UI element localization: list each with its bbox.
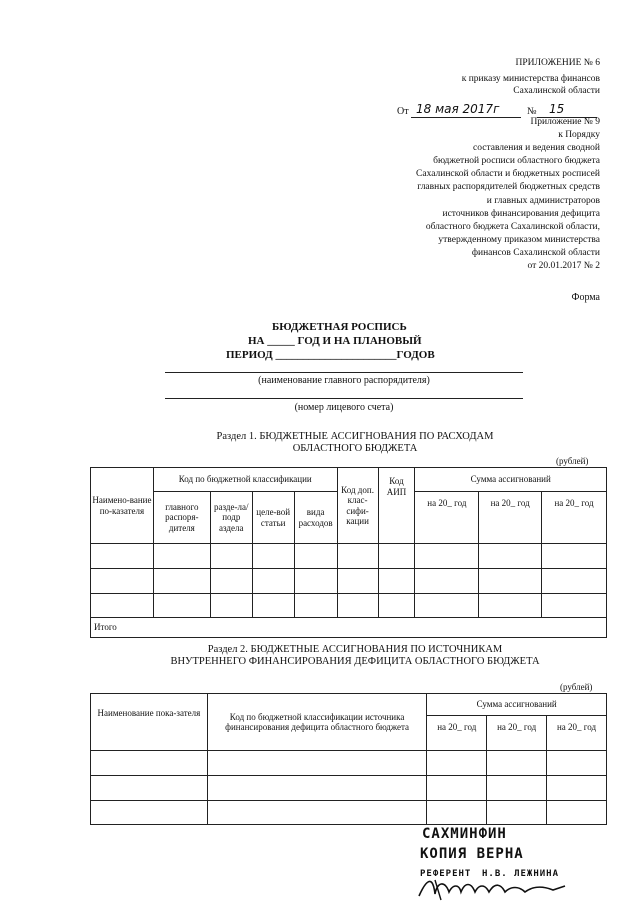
table-row xyxy=(91,594,607,618)
s1-header-year3: на 20_ год xyxy=(542,492,607,544)
attachment-line: Сахалинской области и бюджетных росписей xyxy=(416,169,600,180)
region-line: Сахалинской области xyxy=(513,86,600,96)
s2-header-code: Код по бюджетной классификации источника финансирования дефицита областного бюджета xyxy=(207,694,427,751)
order-reference: к приказу министерства финансов xyxy=(461,74,600,84)
attachment-line: к Порядку xyxy=(558,130,600,141)
s1-header-section: разде-ла/подр аздела xyxy=(210,492,252,544)
s1-header-code: Код по бюджетной классификации xyxy=(153,468,337,492)
section2-table xyxy=(90,693,607,825)
doc-title-line2: НА _____ ГОД И НА ПЛАНОВЫЙ xyxy=(248,335,422,347)
signature-icon xyxy=(415,872,575,902)
attachment-line: Приложение № 9 xyxy=(530,117,600,127)
stamp-line3-name: Н.В. ЛЕЖНИНА xyxy=(482,869,560,879)
table-row xyxy=(91,751,607,776)
s1-header-sum: Сумма ассигнований xyxy=(415,468,607,492)
s1-header-add-code: Код доп. клас-сифи-кации xyxy=(337,468,378,544)
section1-units: (рублей) xyxy=(556,456,589,466)
attachment-line: составления и ведения сводной xyxy=(473,143,600,154)
s1-header-type: вида расходов xyxy=(294,492,337,544)
doc-title-line1: БЮДЖЕТНАЯ РОСПИСЬ xyxy=(272,321,407,333)
s2-header-name: Наименование пока-зателя xyxy=(91,694,208,751)
s1-header-name: Наимено-вание по-казателя xyxy=(91,468,154,544)
stamp-line2: КОПИЯ ВЕРНА xyxy=(420,846,524,862)
table-row xyxy=(91,569,607,594)
table-row xyxy=(91,801,607,825)
section2-units: (рублей) xyxy=(560,682,593,692)
table-row xyxy=(91,544,607,569)
attachment-line: источников финансирования дефицита xyxy=(442,208,600,219)
stamp-line3-referent: РЕФЕРЕНТ xyxy=(420,869,472,879)
date-prefix: От xyxy=(397,106,409,117)
attachment-line: бюджетной росписи областного бюджета xyxy=(433,156,600,167)
handwritten-date: 18 мая 2017г xyxy=(416,102,500,116)
distributor-line xyxy=(165,372,523,373)
attachment-line: финансов Сахалинской области xyxy=(471,247,600,258)
number-prefix: № xyxy=(527,106,537,117)
section1-title-2: ОБЛАСТНОГО БЮДЖЕТА xyxy=(292,443,418,454)
section1-table xyxy=(90,467,607,638)
attachment-line: и главных администраторов xyxy=(486,195,600,206)
table-row xyxy=(91,776,607,801)
section2-title-2: ВНУТРЕННЕГО ФИНАНСИРОВАНИЯ ДЕФИЦИТА ОБЛАСТНОГО БЮДЖЕТА xyxy=(170,656,540,667)
account-caption: (номер лицевого счета) xyxy=(294,402,394,413)
s2-header-year3: на 20_ год xyxy=(547,716,607,751)
s1-header-target: целе-вой статьи xyxy=(252,492,294,544)
total-row xyxy=(91,618,607,638)
s2-header-sum: Сумма ассигнований xyxy=(427,694,607,716)
s1-header-aip: Код АИП xyxy=(378,468,415,544)
s1-total-label: Итого xyxy=(91,618,607,638)
s2-header-year2: на 20_ год xyxy=(487,716,547,751)
attachment-line: главных распорядителей бюджетных средств xyxy=(417,182,600,193)
s1-header-main: главного распоря-дителя xyxy=(153,492,210,544)
s1-header-year1: на 20_ год xyxy=(415,492,479,544)
section2-title-1: Раздел 2. БЮДЖЕТНЫЕ АССИГНОВАНИЯ ПО ИСТОЧНИКАМ xyxy=(207,644,503,655)
attachment-line: утвержденному приказом министерства xyxy=(438,234,600,245)
form-label: Форма xyxy=(571,292,600,303)
account-line xyxy=(165,398,523,399)
attachment-line: от 20.01.2017 № 2 xyxy=(527,261,600,272)
attachment-line: областного бюджета Сахалинской области, xyxy=(425,221,600,232)
attachment-block xyxy=(416,116,600,273)
handwritten-number: 15 xyxy=(549,102,565,116)
s1-header-year2: на 20_ год xyxy=(479,492,542,544)
appendix-title: ПРИЛОЖЕНИЕ № 6 xyxy=(515,58,600,68)
doc-title-line3: ПЕРИОД ______________________ГОДОВ xyxy=(226,349,435,361)
section1-title-1: Раздел 1. БЮДЖЕТНЫЕ АССИГНОВАНИЯ ПО РАСХОДАМ xyxy=(216,431,494,442)
s2-header-year1: на 20_ год xyxy=(427,716,487,751)
stamp-line1: САХМИНФИН xyxy=(422,826,507,842)
distributor-caption: (наименование главного распорядителя) xyxy=(258,375,430,386)
